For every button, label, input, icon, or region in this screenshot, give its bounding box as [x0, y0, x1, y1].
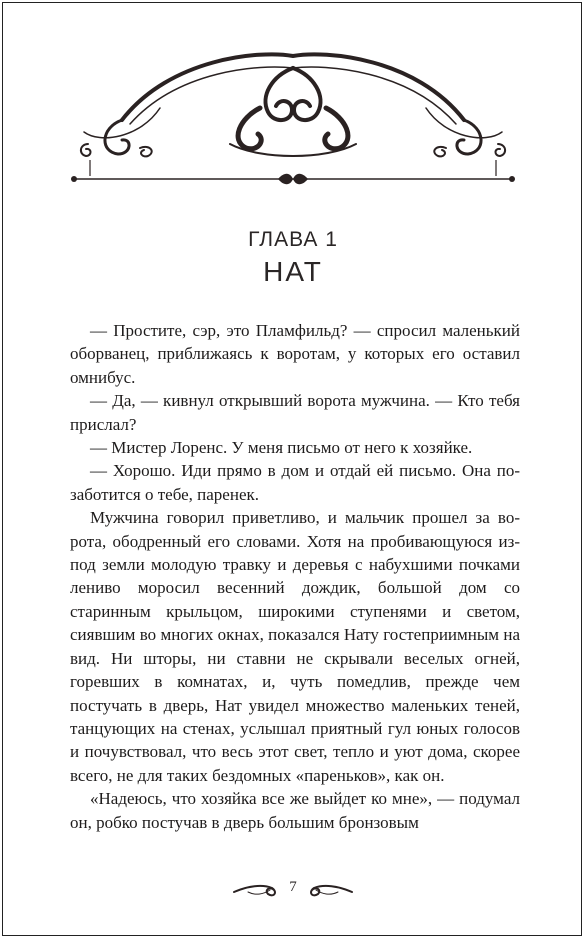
scroll-ornament-icon	[60, 48, 526, 198]
chapter-title: НАТ	[263, 256, 323, 287]
body-text	[70, 319, 520, 834]
paragraph: «Надеюсь, что хозяйка все же выйдет ко мне», — подумал он, робко постучав в дверь большим бронзовым	[70, 789, 520, 832]
paragraph: — Да, — кивнул открывший ворота мужчина. — Кто тебя прислал?	[70, 391, 520, 434]
paragraph: — Простите, сэр, это Пламфильд? — спросил маленький оборванец, приближаясь к воротам, у которых его оставил омнибус.	[70, 321, 520, 387]
chapter-label: ГЛАВА 1	[248, 228, 338, 251]
paragraph: Мужчина говорил приветливо, и мальчик прошел за ворота, ободренный его словами. Хотя на пробивающуюся из-под земли молодую травку и деревья с набухшими почками лениво моросил весенний дождик, большой дом со старинным крыльцом, широкими ступенями и светом, сиявшим во многих окнах, показался Нату гостеприимным на вид. Ни шторы, ни ставни не скрывали веселых огней, горевших в комнатах, и, чуть помедлив, прежде чем постучать в дверь, Нат увидел множество маленьких теней, танцующих на стенах, услышал приятный гул юных голосов и почувствовал, что весь этот свет, тепло и уют дома, скорее всего, не для таких бездомных «пареньков», как он.	[70, 508, 520, 785]
page-number: 7	[289, 879, 297, 895]
paragraph: — Хорошо. Иди прямо в дом и отдай ей письмо. Она позаботится о тебе, паренек.	[70, 461, 520, 504]
paragraph: — Мистер Лоренс. У меня письмо от него к хозяйке.	[90, 438, 473, 458]
